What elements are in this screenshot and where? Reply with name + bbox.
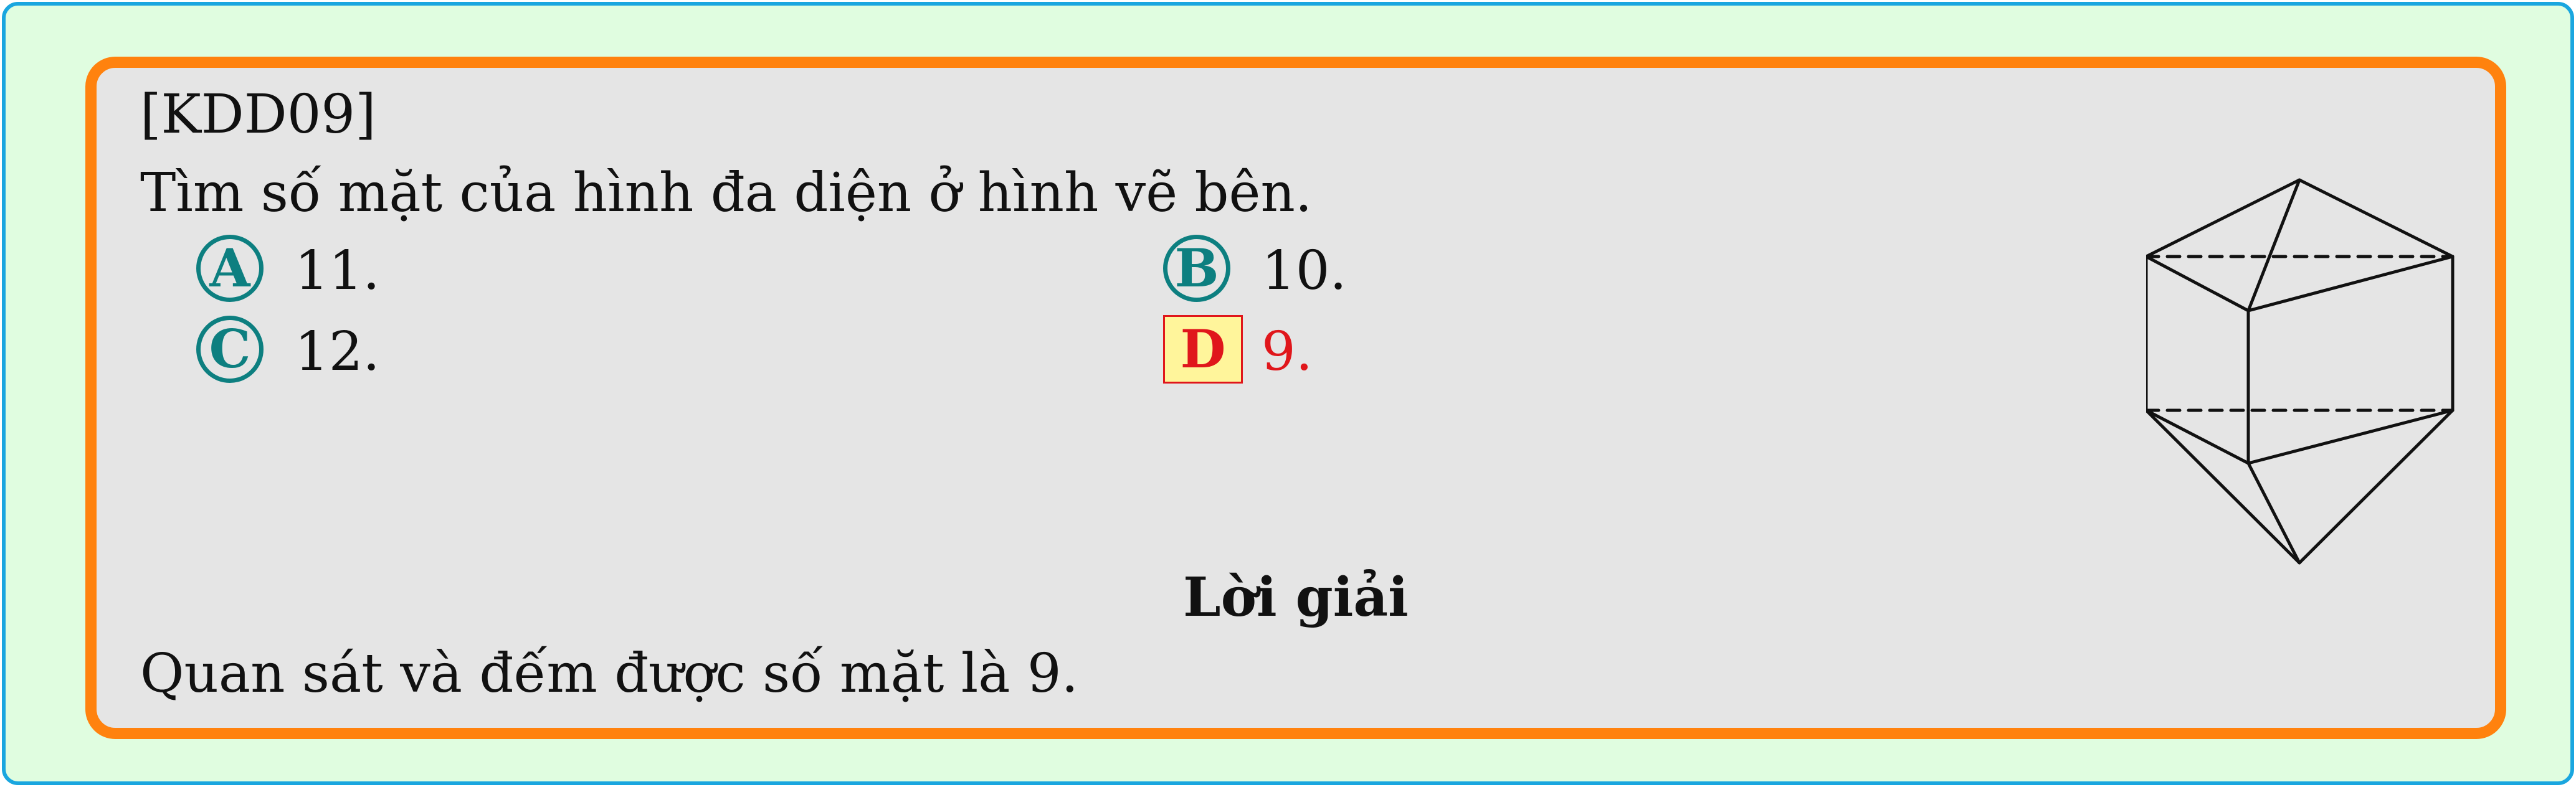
choice-b-label[interactable]: B: [1163, 235, 1230, 302]
edge: [2248, 463, 2299, 563]
edge: [2248, 410, 2453, 463]
edge: [2248, 180, 2299, 311]
page-frame: [2, 2, 2574, 785]
choice-c-text: 12.: [295, 321, 380, 383]
edge: [2146, 257, 2248, 311]
polyhedron-figure-icon: [2146, 161, 2470, 566]
edge: [2146, 410, 2299, 563]
choice-b-text: 10.: [1262, 240, 1347, 302]
solution-text: Quan sát và đếm được số mặt là 9.: [140, 643, 1078, 705]
edge: [2248, 257, 2453, 311]
edge: [2146, 180, 2299, 257]
choice-d-text-correct: 9.: [1262, 321, 1313, 383]
problem-card: [85, 57, 2506, 739]
choice-c-label[interactable]: C: [196, 316, 264, 383]
choice-a-text: 11.: [295, 240, 380, 302]
choice-d-label-correct[interactable]: D: [1163, 315, 1243, 384]
solution-title: Lời giải: [1183, 566, 1409, 629]
question-text: Tìm số mặt của hình đa diện ở hình vẽ bên.: [140, 162, 1313, 224]
choice-a-label[interactable]: A: [196, 235, 264, 302]
problem-code: [KDD09]: [140, 83, 376, 146]
edge: [2146, 410, 2248, 463]
edge: [2299, 180, 2453, 257]
edge: [2299, 410, 2453, 563]
